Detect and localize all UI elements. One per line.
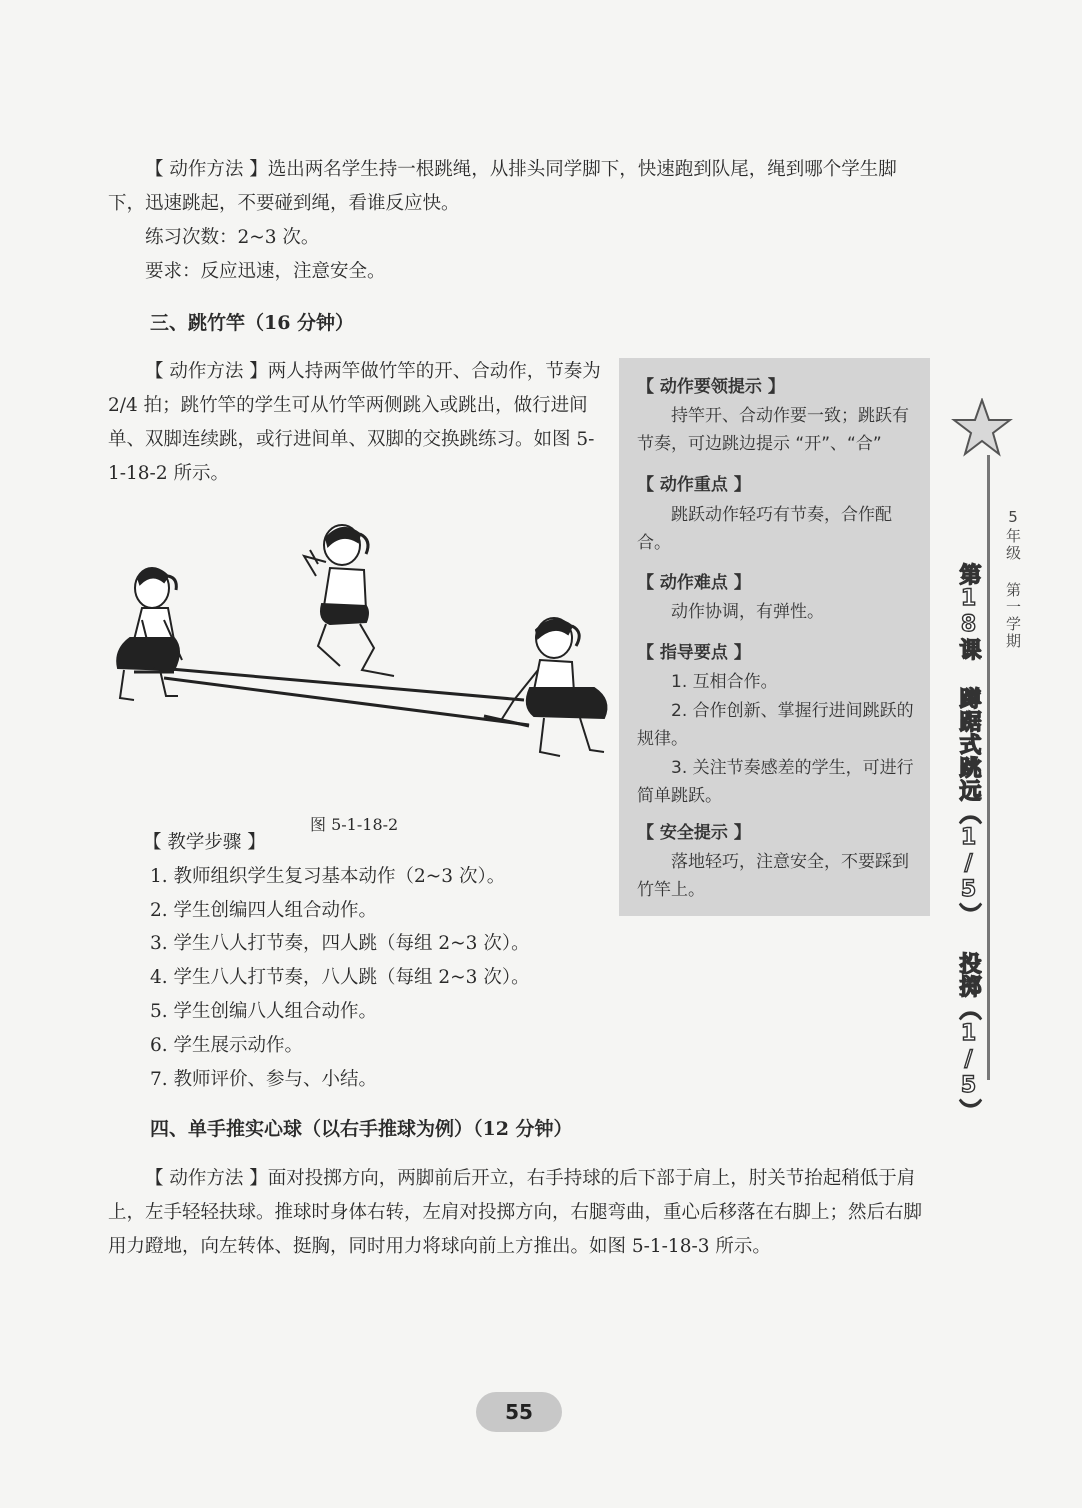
intro-method-paragraph: 【 动作方法 】选出两名学生持一根跳绳，从排头同学脚下，快速跑到队尾，绳到哪个学生脚下，迅速跳起，不要碰到绳，看谁反应快。	[108, 159, 897, 214]
intro-count-text: 练习次数：2~3 次。	[145, 227, 320, 248]
difficulty-text: 动作协调，有弹性。	[671, 602, 824, 622]
section4-title: 四、单手推实心球（以右手推球为例）（12 分钟）	[150, 1118, 573, 1140]
essentials-title: 【 动作要领提示 】	[637, 377, 785, 397]
essentials-text: 持竿开、合动作要一致；跳跃有节奏，可边跳边提示 “开”、“合”	[637, 406, 909, 454]
guide-item: 1. 互相合作。	[671, 672, 778, 692]
steps-title: 【 教学步骤 】	[143, 832, 266, 853]
page-number-badge	[476, 1392, 562, 1432]
guide-title: 【 指导要点 】	[637, 643, 751, 663]
teaching-tips-box	[619, 358, 930, 916]
difficulty-title: 【 动作难点 】	[637, 573, 751, 593]
step-item: 2. 学生创编四人组合动作。	[150, 900, 378, 921]
key-text: 跳跃动作轻巧有节奏，合作配合。	[637, 505, 892, 553]
grade-semester-label: 5年级 第一学期	[1004, 508, 1022, 650]
lesson-title-vertical: 第18课 蹲踞式跳远（1/5） 投掷（1/5）	[956, 563, 981, 1122]
guide-item: 3. 关注节奏感差的学生，可进行简单跳跃。	[637, 758, 914, 806]
section4-method-paragraph: 【 动作方法 】面对投掷方向，两脚前后开立，右手持球的后下部于肩上，肘关节抬起稍低于肩上，左手轻轻扶球。推球时身体右转，左肩对投掷方向，右腿弯曲，重心后移落在右脚上；然后右脚用力蹬地，向左转体、挺胸，同时用力将球向前上方推出。如图 5-1-18-3 所示。	[108, 1168, 923, 1257]
bamboo-jump-illustration	[104, 520, 614, 780]
jumping-girl-figure	[304, 525, 394, 676]
sidebar-divider-line	[987, 455, 990, 1080]
page-number: 55	[476, 1392, 562, 1432]
key-title: 【 动作重点 】	[637, 475, 751, 495]
step-item: 6. 学生展示动作。	[150, 1035, 304, 1056]
safety-title: 【 安全提示 】	[637, 823, 751, 843]
figure-caption: 图 5-1-18-2	[310, 815, 399, 834]
step-item: 1. 教师组织学生复习基本动作（2~3 次）。	[150, 866, 506, 887]
step-item: 5. 学生创编八人组合动作。	[150, 1001, 378, 1022]
right-girl-figure	[500, 618, 606, 756]
intro-requirement-text: 要求：反应迅速，注意安全。	[145, 261, 386, 282]
step-item: 4. 学生八人打节奏，八人跳（每组 2~3 次）。	[150, 967, 530, 988]
step-item: 3. 学生八人打节奏，四人跳（每组 2~3 次）。	[150, 933, 530, 954]
guide-item: 2. 合作创新、掌握行进间跳跃的规律。	[637, 701, 914, 749]
safety-text: 落地轻巧，注意安全，不要踩到竹竿上。	[637, 852, 909, 900]
step-item: 7. 教师评价、参与、小结。	[150, 1069, 378, 1090]
star-icon	[950, 398, 1014, 458]
section3-method-paragraph: 【 动作方法 】两人持两竿做竹竿的开、合动作，节奏为 2/4 拍；跳竹竿的学生可从竹竿两侧跳入或跳出，做行进间单、双脚连续跳，或行进间单、双脚的交换跳练习。如图 5-1-18-2 所示。	[108, 361, 601, 484]
section3-title: 三、跳竹竿（16 分钟）	[150, 312, 355, 334]
